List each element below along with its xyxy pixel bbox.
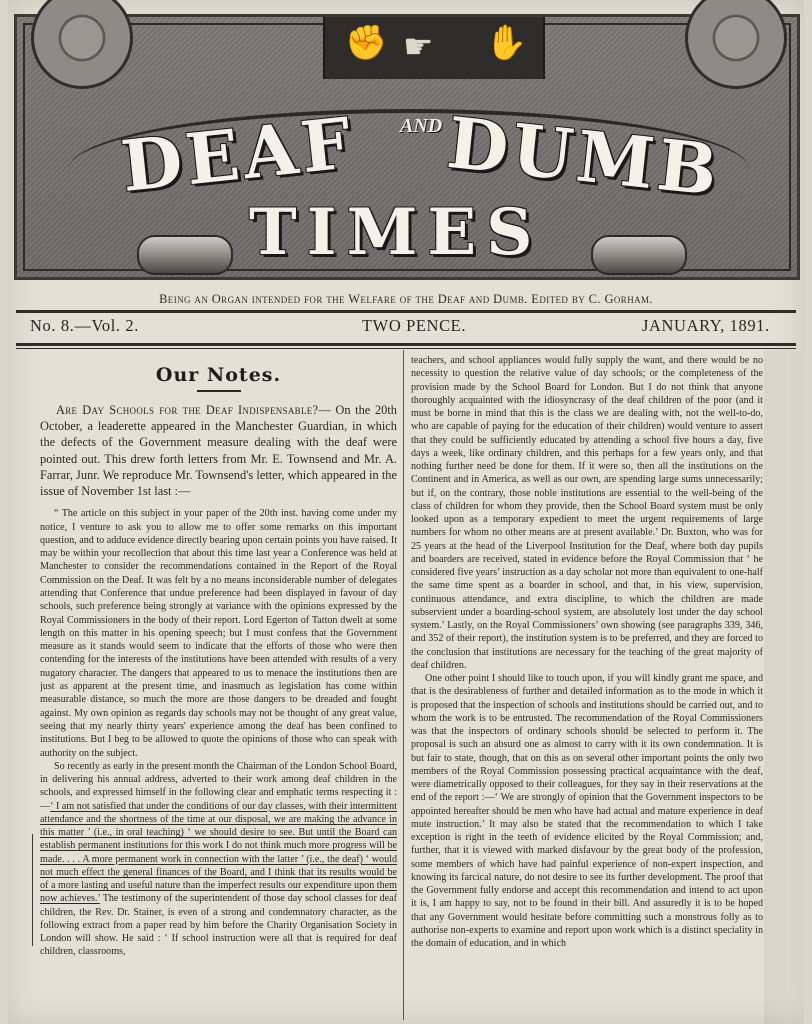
header-rule-bottom-thin — [16, 348, 796, 349]
masthead-word-and: AND — [400, 115, 443, 137]
quoted-letter: “ The article on this subject in your paper of the 20th inst. having come under my notice, I venture to ask you to allow me to offer some remarks on this important question, and to adduce evidence directly bearing upon certain points you have raised. It may be within your recollection that about this time last year a Conference was held at Manchester to consider the recommendations contained in the Report of the Royal Commission on the Deaf. It was felt by a no means inconsiderable number of delegates attending that Conference that undue preference had been displayed in favour of day schools, such preference being strongly at variance with the opinions expressed by the Royal Commissioners in the body of their report. Lord Egerton of Tatton dwelt at some length on this matter in his opening speech; but I must confess that the Government measure as it stands would seem to indicate that the efforts of those who were then contending for the interests of the institutions have been attended with results of a very nugatory character. The dangers that appeared to us to menace the institutions then are just as apparent at the present time, and inasmuch as legislation has come within measurable distance, so much the more are those dangers to be dreaded and fought against. My own opinion as regards day schools may not be thought of any great value, seeing that my nearly thirty years' experience among the deaf has been confined to institutions. But I beg to be allowed to quote the opinions of those who can speak with authority on the subject. — [40, 508, 397, 759]
header-rule-bottom — [16, 343, 796, 346]
masthead-banner — [14, 14, 800, 280]
fist-hand-icon: ✊ — [345, 25, 388, 62]
lead-text: — On the 20th October, a leaderette appeared in the Manchester Guardian, in which the defects of the Government measure dealing with the deaf were pointed out. This drew forth letters from Mr. E. Townsend and Mr. A. Farrar, Junr. We reproduce Mr. Townsend's letter, which appeared in the issue of November 1st last :— — [40, 403, 397, 499]
issue-line — [20, 316, 792, 340]
issue-date: JANUARY, 1891. — [642, 316, 770, 335]
right-paragraph-2: One other point I should like to touch upon, if you will kindly grant me space, and that is the desirableness of further and detailed information as to the mode in which it is proposed that the inspection of schools and institutions should be carried out, and to whom the work is to be entrusted. The recommendation of the Royal Commissioners was that the inspectors of ordinary schools should be selected to perform it. The proposal is such an absurd one as almost to carry with it its own condemnation. It is but fair to state, though, that on this as on several other important points the only two members of the Royal Commission possessing practical acquaintance with the deaf, were diametrically opposed to their colleagues, for they say in their reservations at the end of the report :—‘ We are strongly of opinion that the Government inspectors to be appointed hereafter should be men who have had actual and mature experience in deaf mute instruction.’ It may also be stated that the recommendation to which I take exception is right in the teeth of evidence elicited by the Royal Commission; and, further, that it is viewed with marked disfavour by the great body of the profession, some members of which have had painful experience of non-expert inspection, and knowing its farcical nature, do not desire to see its further development. The proof that the Government fully endorse and accept this recommendation and intend to act upon it is, I am happy to say, not to be found in their bill. And assuredly it is to be hoped that any Government would hesitate before committing such a monstrous folly as to authorise non-experts to examine and report upon work which is a distinct speciality in the domain of education, and in which — [411, 673, 763, 949]
tagline: Being an Organ intended for the Welfare of the Deaf and Dumb. Edited by C. Gorham. — [159, 292, 653, 306]
para2-end: The testimony of the superintendent of those day school classes for deaf children, the Rev. Dr. Stainer, is even of a strong and condemnatory character, as the following extract from a paper read by him before the Charity Organisation Society in London will show. He said : ‘ If school instruction were all that is required for deaf children, classrooms, — [40, 893, 397, 958]
para2-underlined-quote: ‘ I am not satisfied that under the conditions of our day classes, with their intermittent attendance and the shortness of the time at our disposal, we are making the advance in this matter ’ (i.e., in oral teaching) ‘ we should desire to see. But until the Board can establish permanent institutions for this work I do not think much more progress will be made. . . . A more permanent work in connection with the latter ’ (i.e., the deaf) ‘ would not much effect the general finances of the Board, and I think that its results would be of a more lasting and useful nature than the imperfect results our expenditure upon them now achieves.’ — [40, 800, 397, 905]
margin-bracket-mark — [32, 834, 43, 946]
left-column — [40, 354, 397, 1022]
issue-price: TWO PENCE. — [362, 316, 467, 335]
right-column — [411, 354, 763, 1022]
para2-start: So recently as early in the present month the Chairman of the London School Board, in delivering his annual address, adverted to their work among deaf children in the schools, and expressed himself in the following clear and emphatic terms respecting it :— — [40, 760, 397, 812]
masthead-word-times: TIMES — [249, 195, 543, 270]
right-paragraph-1: teachers, and school appliances would fully supply the want, and there would be no necessity to question the relative value of day schools; or the completeness of the provision made by the School Board for London. But I do not think that anyone thoroughly acquainted with the idiosyncrasy of the deaf children of the poor (and it must be borne in mind that this is the class we are dealing with, not the well-to-do, who are capable of paying for the education of their children) would venture to assert that they could be sufficiently educated by attending a school five hours a day, five days a week, like ordinary children, and this perhaps for a few years only, and that nothing further need be done for them. If it were so, then all the institutions on the Continent and in America, as well as our own, are spending large sums unnecessarily; but if, on the contrary, those noble institutions are essential to the well-being of the class of children for whom they provide, then the School Board system must be only looked upon as a temporary expedient to meet the urgent requirements of large numbers for whom no other means are at present available.’ Dr. Buxton, who was for 25 years at the head of the Liverpool Institution for the Deaf, where both day pupils and boarders are received, stated in evidence before the Royal Commission that ‘ he considered five years’ instruction as a day scholar not more than equivalent to one-half the same time spent as a boarder in school, and that, in his view, supervision, continuous attendance, and extra discipline, to which the children are made subservient under a boarding-school system, are absolutely lost under the day school system.’ Lastly, on the Royal Commissioners’ own showing (see paragraphs 339, 346, and 352 of their report), the institution system is to be preferred, and they are forced to the conclusion that institutions are necessary for the teaching of the great majority of deaf children. — [411, 355, 763, 671]
heading-rule — [197, 390, 241, 392]
page-edge-shadow — [764, 350, 804, 1024]
masthead-word-deaf: DEAF — [117, 100, 359, 209]
pointing-hand-icon: ☛ — [403, 29, 434, 66]
lead-smallcaps: Are Day Schools for the Deaf Indispensable? — [56, 403, 319, 417]
sign-language-hands-panel — [323, 17, 545, 79]
left-scroll-ornament — [137, 235, 233, 275]
column-divider — [403, 350, 404, 1020]
masthead-word-dumb: DUMB — [443, 100, 725, 213]
right-scroll-ornament — [591, 235, 687, 275]
open-hand-icon: ✋ — [485, 25, 528, 62]
issue-number: No. 8.—Vol. 2. — [30, 316, 139, 335]
section-heading: Our Notes. — [155, 364, 282, 386]
lead-paragraph — [40, 402, 397, 499]
header-rule-top — [16, 310, 796, 313]
letter-paragraph-2 — [40, 760, 397, 959]
